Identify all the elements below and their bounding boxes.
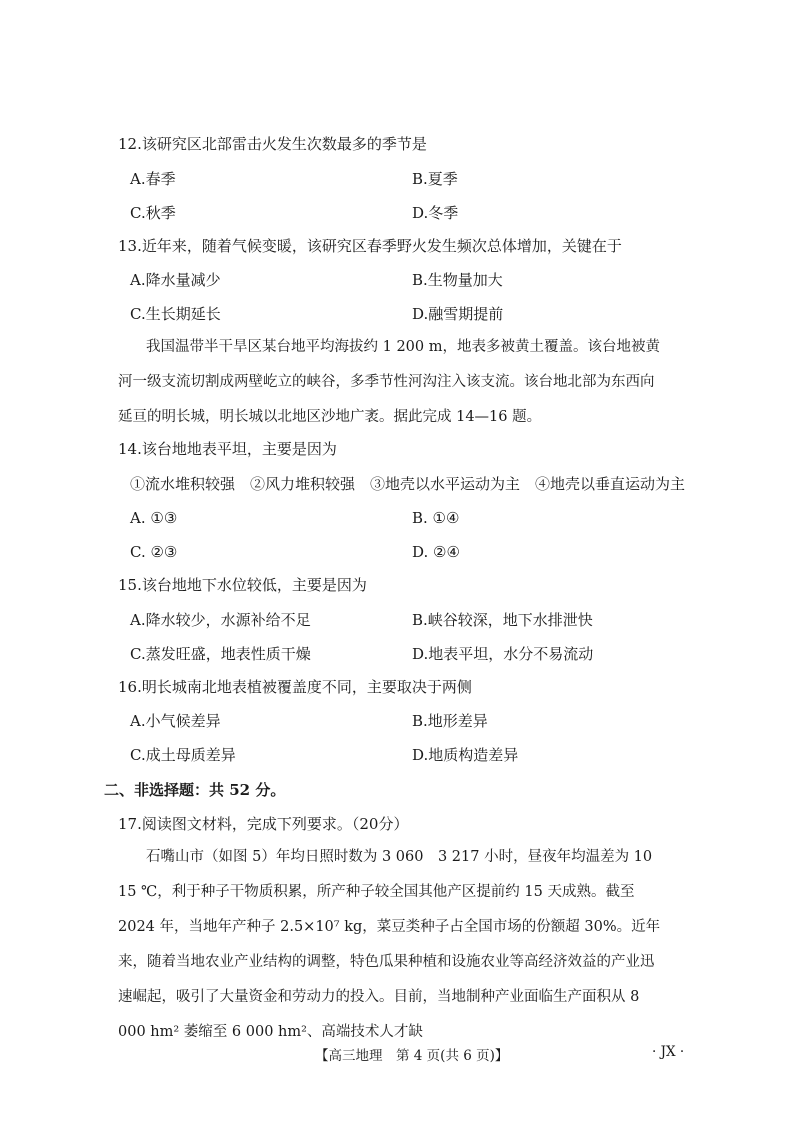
question-17-material	[118, 840, 667, 1050]
question-17-material-text: 石嘴山市（如图 5）年均日照时数为 3 060 3 217 小时，昼夜年均温差为 10 15 ℃，利于种子干物质积累，所产种子较全国其他产区提前约 15 天成熟。截至 2024 年，当地年产种子 2.5×10⁷ kg，菜豆类种子占全国市场的份额超 30%。近年来，随着当地农业产业结构的调整，特色瓜果种植和设施农业等高经济效益的产业迅速崛起，吸引了大量资金和劳动力的投入。目前，当地制种产业面临生产面积从 8 000 hm² 萎缩至 6 000 hm²、高端技术人才缺	[118, 849, 667, 1040]
question-13-option-d: D.融雪期提前	[412, 305, 504, 323]
question-14-option-b: B. ①④	[412, 509, 460, 527]
page-footer-code: · JX ·	[652, 1044, 685, 1060]
question-16-option-c: C.成土母质差异	[130, 746, 236, 764]
material-14-16	[118, 330, 664, 435]
question-12-option-c: C.秋季	[130, 204, 176, 222]
question-14-option-a: A. ①③	[130, 509, 178, 527]
question-15-option-a: A.降水较少，水源补给不足	[130, 611, 311, 629]
section-heading-nonchoice: 二、非选择题：共 52 分。	[104, 781, 286, 799]
question-17-stem: 17.阅读图文材料，完成下列要求。（20分）	[118, 815, 409, 833]
question-15-stem: 15.该台地地下水位较低，主要是因为	[118, 576, 367, 594]
question-12-stem: 12.该研究区北部雷击火发生次数最多的季节是	[118, 135, 427, 153]
question-13-option-c: C.生长期延长	[130, 305, 221, 323]
page-footer-label: 【高三地理 第 4 页(共 6 页)】	[315, 1048, 509, 1064]
question-12-option-b: B.夏季	[412, 170, 458, 188]
question-16-option-d: D.地质构造差异	[412, 746, 519, 764]
question-13-option-b: B.生物量加大	[412, 271, 503, 289]
question-16-stem: 16.明长城南北地表植被覆盖度不同，主要取决于两侧	[118, 678, 472, 696]
question-14-items: ①流水堆积较强 ②风力堆积较强 ③地壳以水平运动为主 ④地壳以垂直运动为主	[130, 475, 686, 493]
question-14-stem: 14.该台地地表平坦，主要是因为	[118, 440, 337, 458]
question-12-option-d: D.冬季	[412, 204, 459, 222]
material-14-16-text: 我国温带半干旱区某台地平均海拔约 1 200 m，地表多被黄土覆盖。该台地被黄河一级支流切割成两壁屹立的峡谷，多季节性河沟注入该支流。该台地北部为东西向延亘的明长城，明长城以北地区沙地广袤。据此完成 14—16 题。	[118, 339, 660, 425]
question-15-option-c: C.蒸发旺盛，地表性质干燥	[130, 645, 311, 663]
question-12-option-a: A.春季	[130, 170, 176, 188]
question-16-option-a: A.小气候差异	[130, 712, 221, 730]
question-13-option-a: A.降水量减少	[130, 271, 221, 289]
question-16-option-b: B.地形差异	[412, 712, 488, 730]
question-14-option-c: C. ②③	[130, 543, 178, 561]
question-14-option-d: D. ②④	[412, 543, 460, 561]
question-15-option-d: D.地表平坦，水分不易流动	[412, 645, 594, 663]
question-13-stem: 13.近年来，随着气候变暖，该研究区春季野火发生频次总体增加，关键在于	[118, 237, 622, 255]
question-15-option-b: B.峡谷较深，地下水排泄快	[412, 611, 593, 629]
